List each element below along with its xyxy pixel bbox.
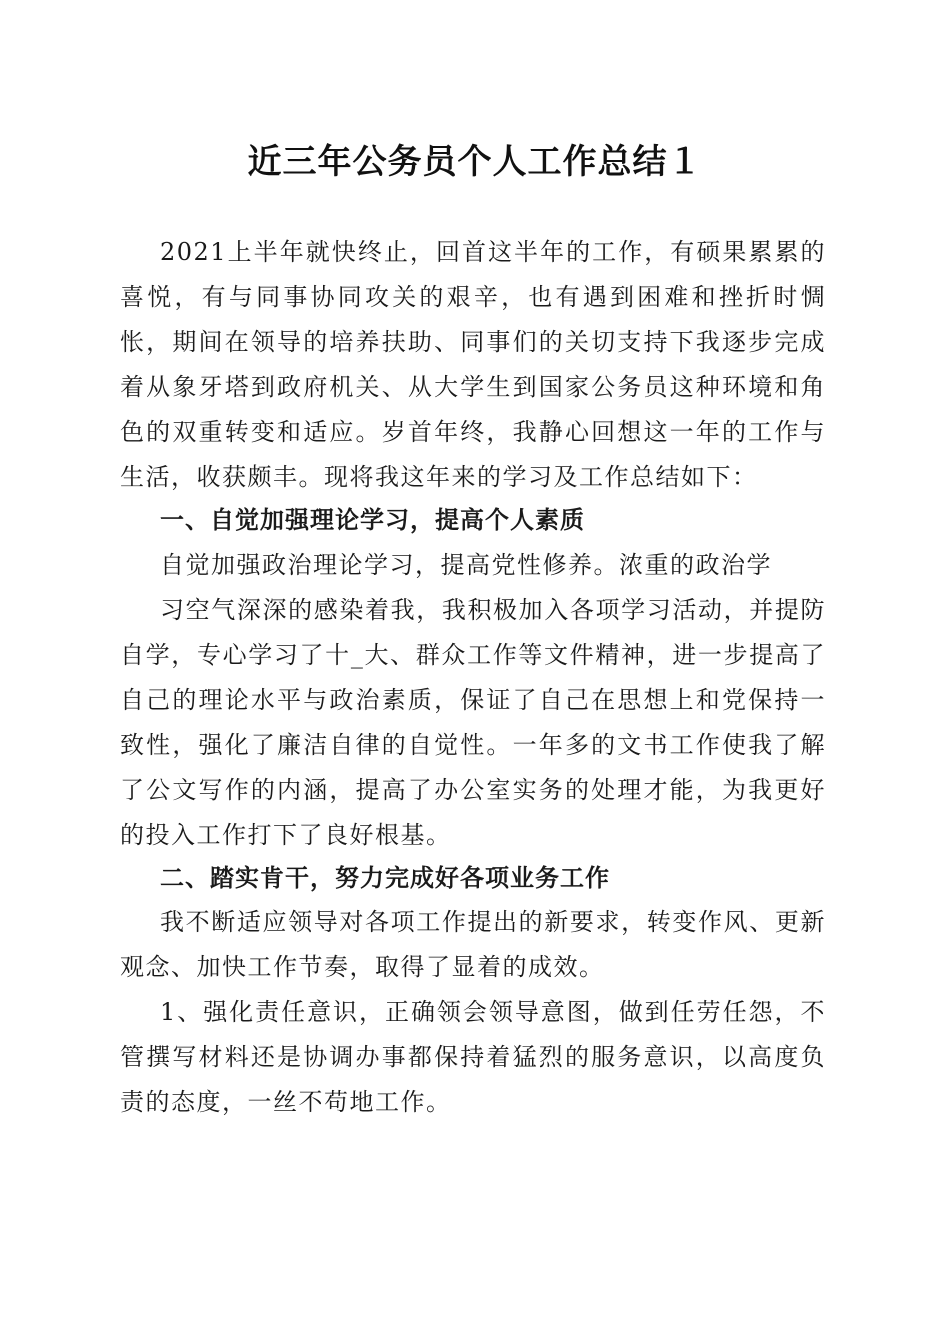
section2-paragraph: 我不断适应领导对各项工作提出的新要求，转变作风、更新观念、加快工作节奏，取得了显着的成效。 xyxy=(120,908,826,981)
section2-heading: 二、踏实肯干，努力完成好各项业务工作 xyxy=(160,864,610,892)
section1-paragraph: 习空气深深的感染着我，我积极加入各项学习活动，并提防自学，专心学习了十_大、群众工作等文件精神，进一步提高了自己的理论水平与政治素质，保证了自己在思想上和党保持一致性，强化了廉洁自律的自觉性。一年多的文书工作使我了解了公文写作的内涵，提高了办公室实务的处理才能，为我更好的投入工作打下了良好根基。 xyxy=(120,596,826,849)
intro-paragraph: 2021上半年就快终止，回首这半年的工作，有硕果累累的喜悦，有与同事协同攻关的艰辛，也有遇到困难和挫折时惆怅，期间在领导的培养扶助、同事们的关切支持下我逐步完成着从象牙塔到政府机关、从大学生到国家公务员这种环境和角色的双重转变和适应。岁首年终，我静心回想这一年的工作与生活，收获颇丰。现将我这年来的学习及工作总结如下： xyxy=(120,238,826,491)
section2-item1: 1、强化责任意识，正确领会领导意图，做到任劳任怨，不管撰写材料还是协调办事都保持着猛烈的服务意识，以高度负责的态度，一丝不苟地工作。 xyxy=(120,998,826,1116)
section1-paragraph-line1: 自觉加强政治理论学习，提高党性修养。浓重的政治学 xyxy=(160,551,772,579)
document-title: 近三年公务员个人工作总结１ xyxy=(247,142,703,182)
section1-heading: 一、自觉加强理论学习，提高个人素质 xyxy=(160,506,585,534)
